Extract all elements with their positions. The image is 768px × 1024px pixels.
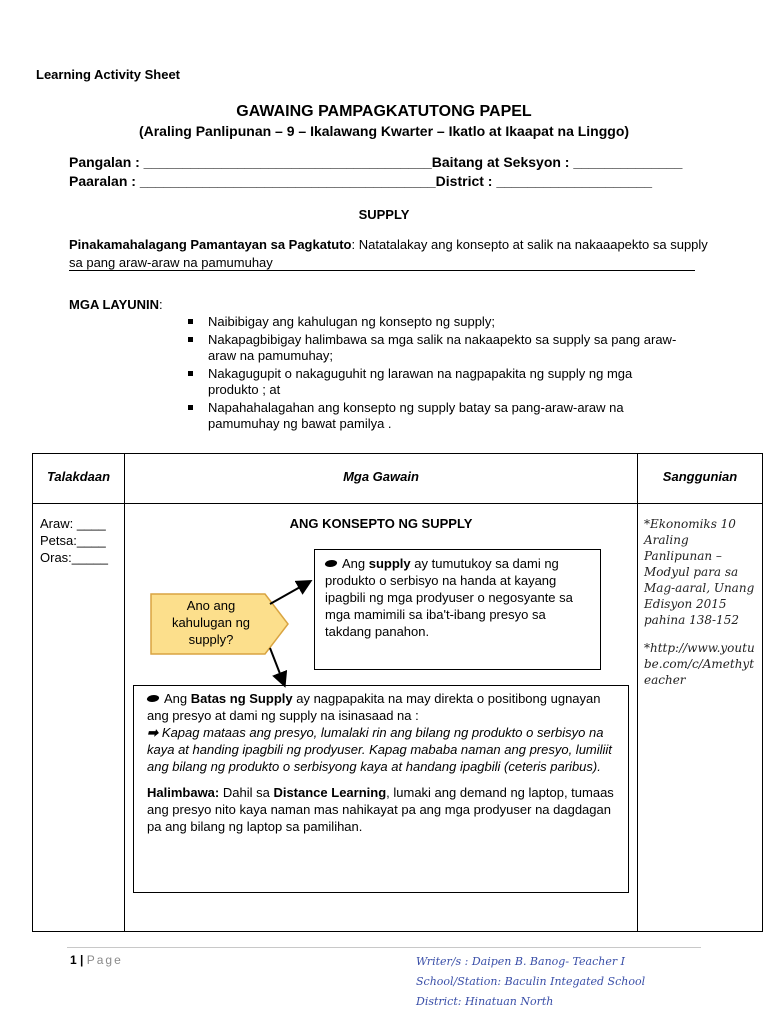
example-pre: Dahil sa: [219, 785, 274, 800]
example-text: , lumaki ang demand ng laptop, tumaas ang presyo nito kaya naman mas nahikayat pa ang mga prodyuser na dagdagan pa ang bilang ng laptop sa pamilihan.: [147, 785, 614, 834]
concept-title: ANG KONSEPTO NG SUPPLY: [289, 516, 473, 531]
writer-credits: [416, 952, 645, 1012]
law-term: Batas ng Supply: [190, 691, 293, 706]
page-word: Page: [86, 953, 123, 967]
writer-name: Writer/s : Daipen B. Banog- Teacher I: [416, 955, 625, 968]
footer-divider: [67, 947, 701, 948]
sheet-label: Learning Activity Sheet: [36, 67, 180, 82]
law-of-supply-box: [133, 685, 629, 893]
objectives-heading-text: MGA LAYUNIN: [69, 297, 160, 312]
column-header-talakdaan: Talakdaan: [46, 469, 111, 484]
law-pre: Ang: [164, 691, 191, 706]
column-header-mga-gawain: Mga Gawain: [343, 469, 419, 484]
column-header-sanggunian: Sanggunian: [662, 469, 738, 484]
writer-school: School/Station: Baculin Integated School: [416, 975, 646, 988]
school-district-fields[interactable]: Paaralan : ______________________________________District : ____________________: [69, 173, 653, 189]
example-paragraph: [147, 784, 618, 835]
question-text: Ano ang kahulugan ng supply?: [171, 598, 251, 647]
arrow-right-icon: ➡: [147, 725, 158, 740]
writer-district: District: Hinatuan North: [416, 995, 554, 1008]
example-term: Distance Learning: [273, 785, 387, 800]
reference-link[interactable]: *http://www.youtube.com/c/Amethyteacher: [644, 641, 755, 687]
learning-standard-label: Pinakamahalagang Pamantayan sa Pagkatuto: [69, 237, 352, 252]
definition-pre: Ang: [342, 556, 369, 571]
araw-field[interactable]: Araw: ____: [40, 516, 106, 531]
pointing-hand-icon: [146, 695, 160, 702]
objectives-heading-colon: :: [159, 297, 163, 312]
oras-field[interactable]: Oras:_____: [40, 550, 108, 565]
page-number-value: 1: [70, 953, 77, 967]
example-label: Halimbawa:: [147, 785, 220, 800]
pointing-hand-icon: [324, 560, 338, 567]
definition-term: supply: [368, 556, 411, 571]
question-callout: [150, 586, 290, 664]
page-number: [70, 953, 123, 967]
reference-book: *Ekonomiks 10 Araling Panlipunan –Modyul para sa Mag-aaral, Unang Edisyon 2015 pahina 138-152: [644, 517, 755, 627]
law-statement: Kapag mataas ang presyo, lumalaki rin ang bilang ng produkto o serbisyo na kaya at handing ipagbili ng prodyuser. Kapag mababa naman ang presyo, lumiliit ang bilang ng produkto o serbisyong kaya at handang ipagbili (ceteris paribus).: [147, 725, 612, 774]
page-subtitle: (Araling Panlipunan – 9 – Ikalawang Kwarter – Ikatlo at Ikaapat na Linggo): [138, 123, 630, 139]
topic-heading: SUPPLY: [358, 207, 410, 222]
objective-text: Naibibigay ang kahulugan ng konsepto ng supply;: [208, 314, 495, 329]
learning-standard-text: : Natatalakay ang konsepto at salik na nakaaapekto sa supply sa pang araw-araw na pamumuhay: [69, 237, 708, 270]
page-number-separator: |: [76, 953, 87, 967]
name-grade-fields[interactable]: Pangalan : _____________________________________Baitang at Seksyon : ______________: [69, 154, 683, 170]
objective-text: Napahahalagahan ang konsepto ng supply batay sa pang-araw-araw na pamumuhay ng bawat pamilya .: [208, 400, 624, 431]
references: [644, 516, 756, 688]
law-intro: ay nagpapakita na may direkta o positibong ugnayan ang presyo at dami ng supply na isinasaad na :: [147, 691, 601, 723]
page-title: GAWAING PAMPAGKATUTONG PAPEL: [236, 103, 532, 120]
petsa-field[interactable]: Petsa:____: [40, 533, 106, 548]
objective-text: Nakagugupit o nakaguguhit ng larawan na nagpapakita ng supply ng mga produkto ; at: [208, 366, 633, 397]
definition-box: [314, 549, 601, 670]
objective-text: Nakapagbibigay halimbawa sa mga salik na nakaapekto sa supply sa pang araw-araw na pamumuhay;: [208, 332, 677, 363]
definition-text: ay tumutukoy sa dami ng produkto o serbisyo na handa at kayang ipagbili ng mga prodyuser o negosyante sa mga mamimili sa iba't-ibang presyo sa takdang panahon.: [325, 556, 573, 639]
